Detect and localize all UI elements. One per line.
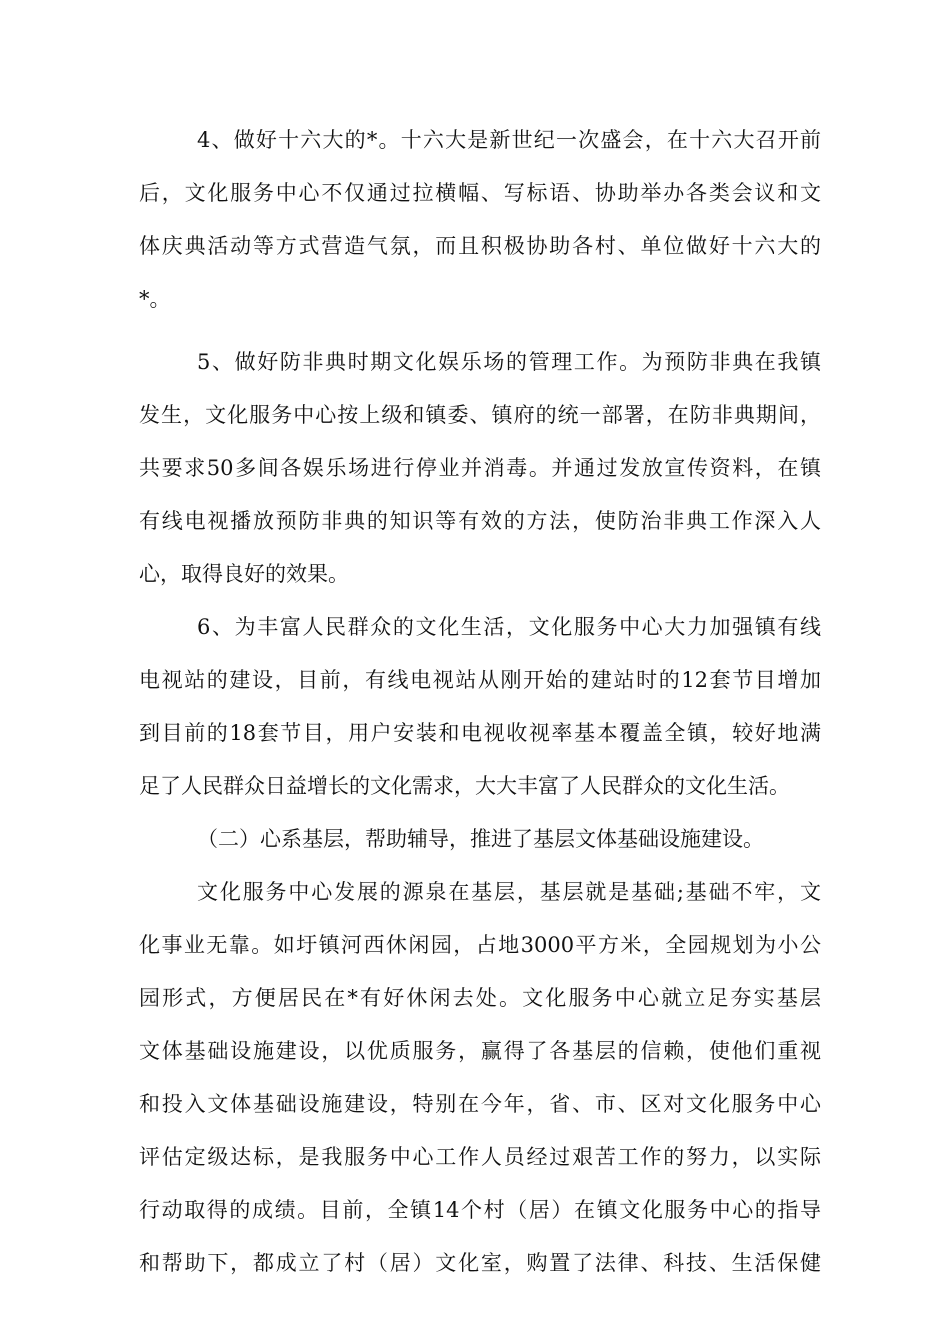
paragraph-body	[139, 866, 821, 1290]
text-line: 园形式，方便居民在*有好休闲去处。文化服务中心就立足夯实基层	[139, 986, 821, 1010]
section-heading-text: （二）心系基层，帮助辅导，推进了基层文体基础设施建设。	[197, 827, 764, 851]
paragraph-item-6	[139, 601, 821, 813]
text-line: 5、做好防非典时期文化娱乐场的管理工作。为预防非典在我镇	[197, 350, 821, 374]
text-line: 后，文化服务中心不仅通过拉横幅、写标语、协助举办各类会议和文	[139, 181, 821, 205]
document-page	[139, 114, 821, 1290]
text-line: 到目前的18套节目，用户安装和电视收视率基本覆盖全镇，较好地满	[139, 721, 821, 745]
text-line: *。	[139, 287, 171, 311]
text-line: 6、为丰富人民群众的文化生活，文化服务中心大力加强镇有线	[197, 615, 821, 639]
section-heading	[139, 813, 821, 866]
paragraph-item-4	[139, 114, 821, 326]
text-line: 和帮助下，都成立了村（居）文化室，购置了法律、科技、生活保健	[139, 1251, 821, 1275]
text-line: 评估定级达标，是我服务中心工作人员经过艰苦工作的努力，以实际	[139, 1145, 821, 1169]
text-line: 有线电视播放预防非典的知识等有效的方法，使防治非典工作深入人	[139, 509, 821, 533]
text-line: 和投入文体基础设施建设，特别在今年，省、市、区对文化服务中心	[139, 1092, 821, 1116]
text-line: 行动取得的成绩。目前，全镇14个村（居）在镇文化服务中心的指导	[139, 1198, 821, 1222]
text-line: 文化服务中心发展的源泉在基层，基层就是基础;基础不牢，文	[197, 880, 821, 904]
text-line: 发生，文化服务中心按上级和镇委、镇府的统一部署，在防非典期间，	[139, 403, 821, 427]
text-line: 心，取得良好的效果。	[139, 562, 349, 586]
text-line: 足了人民群众日益增长的文化需求，大大丰富了人民群众的文化生活。	[139, 774, 790, 798]
text-line: 4、做好十六大的*。十六大是新世纪一次盛会，在十六大召开前	[197, 128, 821, 152]
paragraph-item-5	[139, 336, 821, 601]
text-line: 文体基础设施建设，以优质服务，赢得了各基层的信赖，使他们重视	[139, 1039, 821, 1063]
text-line: 共要求50多间各娱乐场进行停业并消毒。并通过发放宣传资料，在镇	[139, 456, 821, 480]
text-line: 体庆典活动等方式营造气氛，而且积极协助各村、单位做好十六大的	[139, 234, 821, 258]
text-line: 化事业无靠。如圩镇河西休闲园，占地3000平方米，全园规划为小公	[139, 933, 821, 957]
text-line: 电视站的建设，目前，有线电视站从刚开始的建站时的12套节目增加	[139, 668, 821, 692]
